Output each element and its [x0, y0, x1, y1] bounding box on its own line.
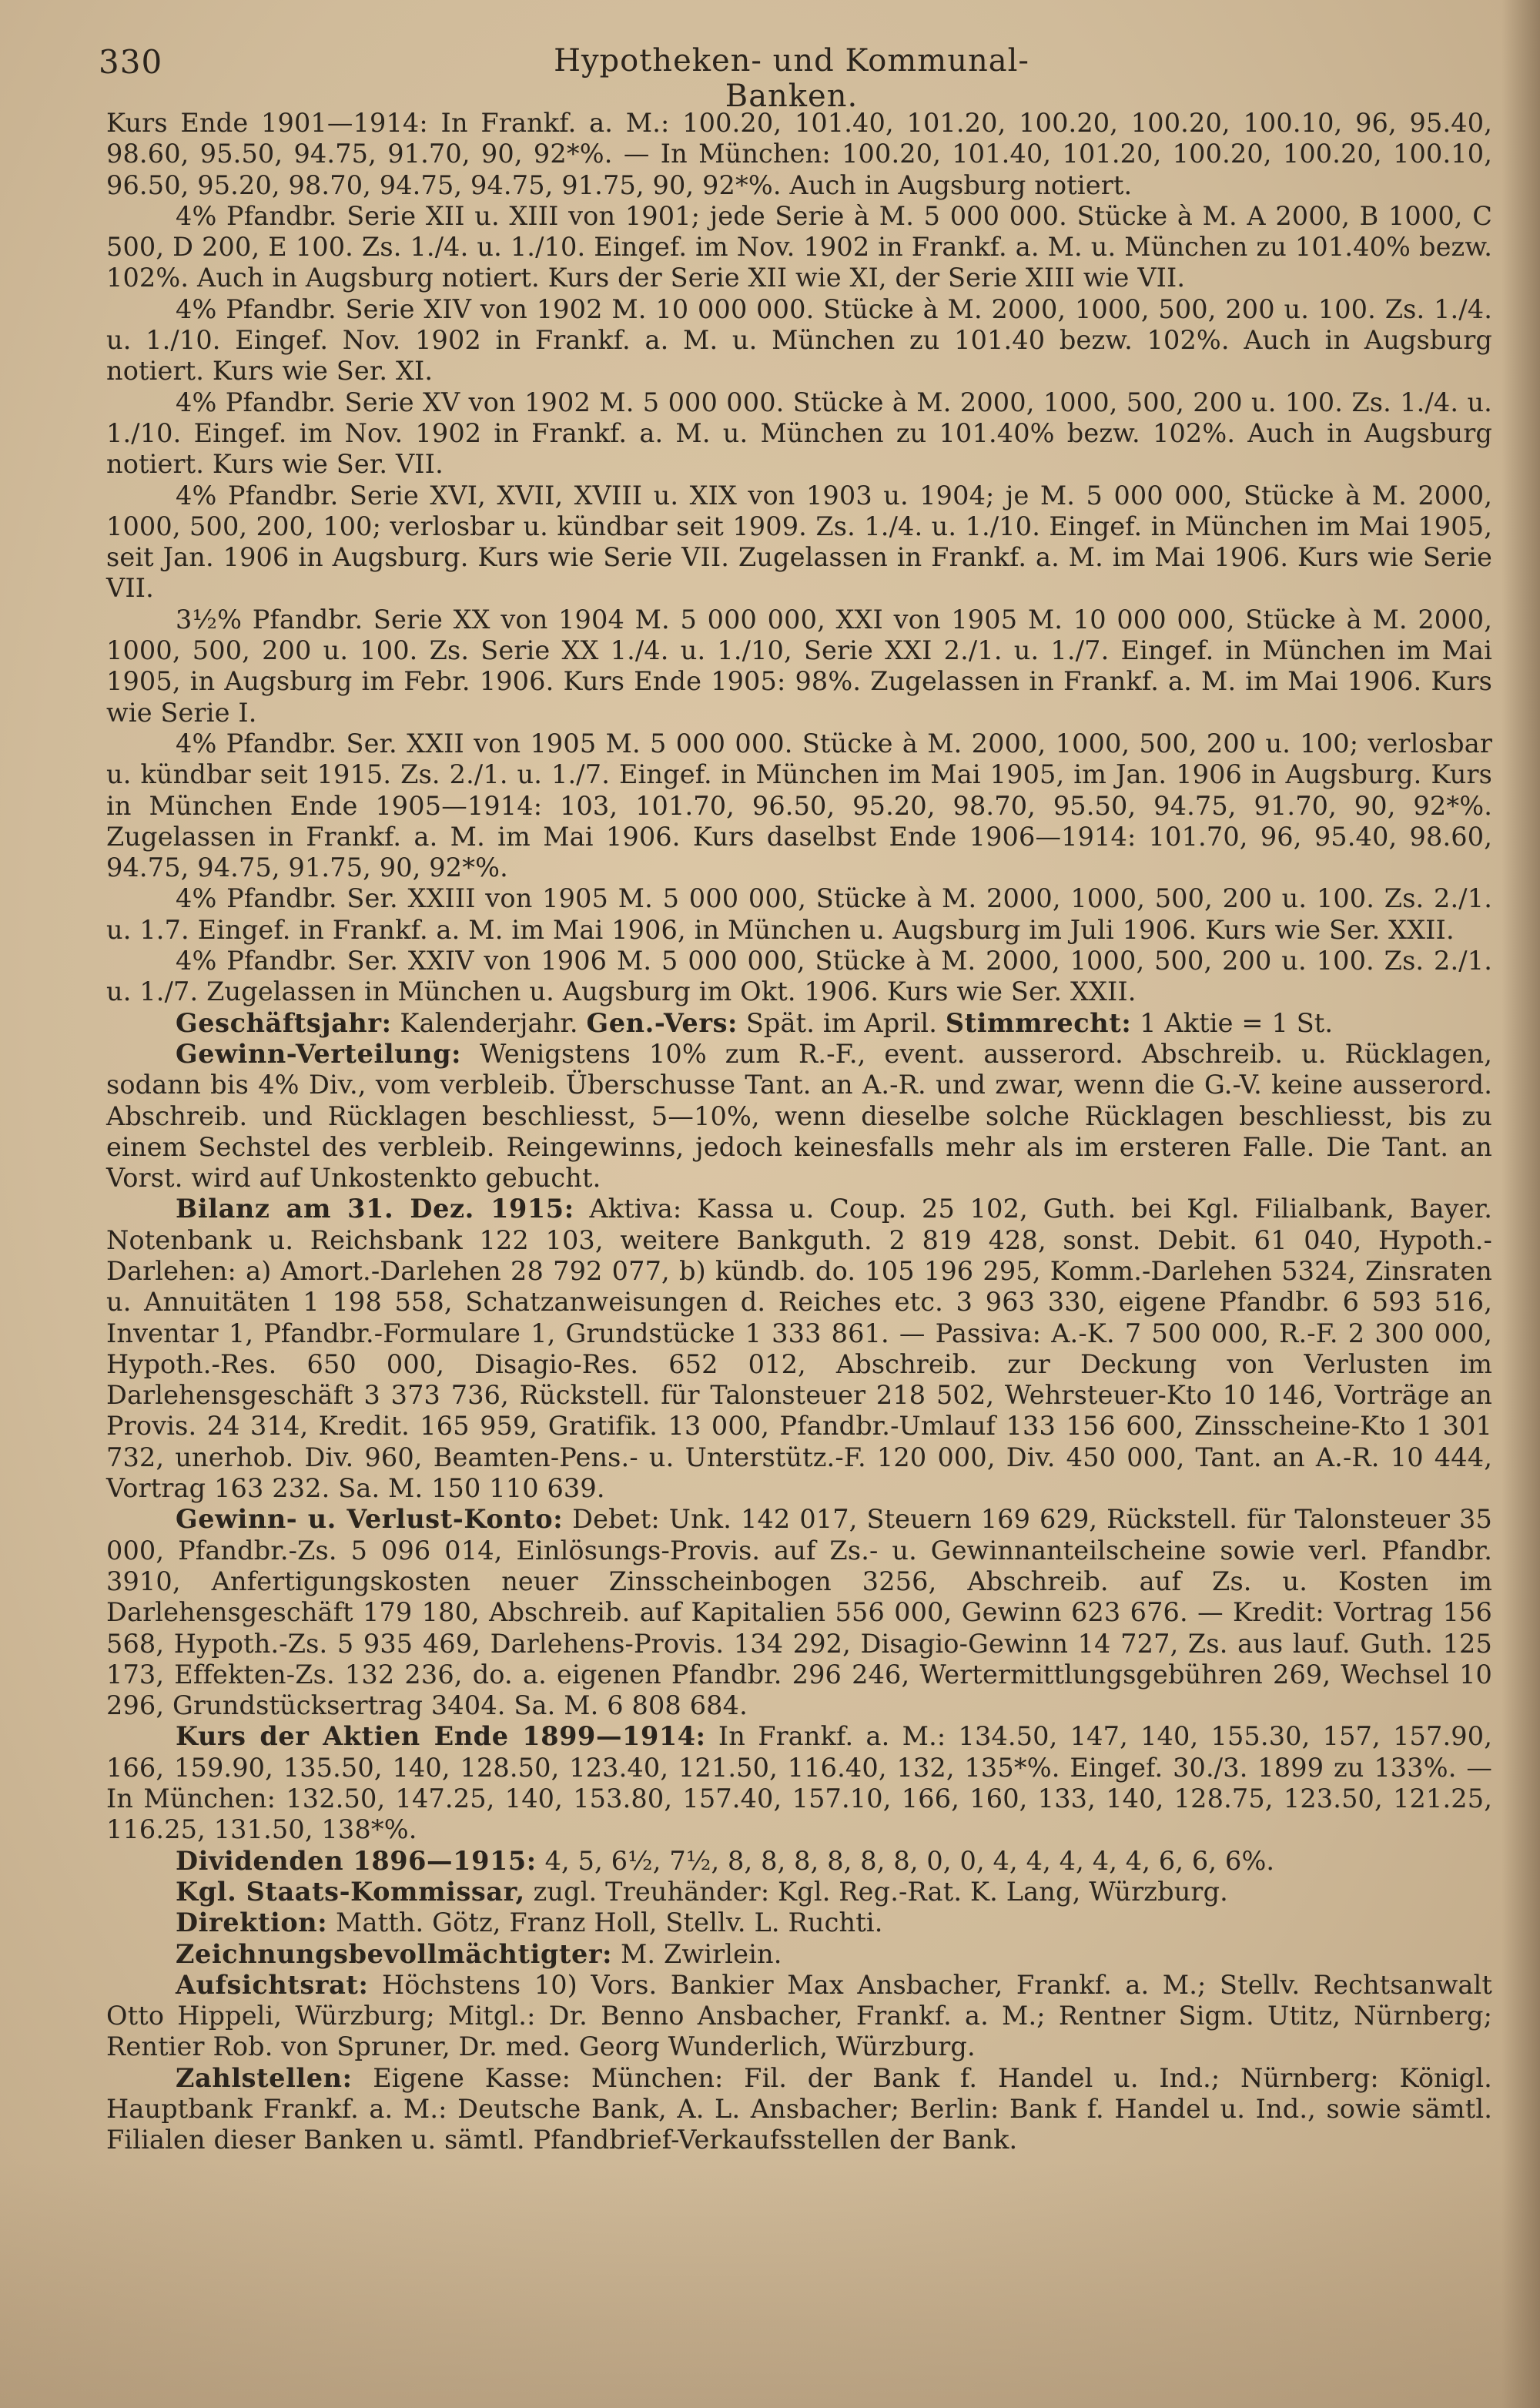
section-label: Dividenden 1896—1915: — [176, 1845, 537, 1876]
page-edge-shadow — [1502, 0, 1540, 2408]
paragraph-text: In Frankf. a. M.: 134.50, 147, 140, 155.30, 157, 157.90, 166, 159.90, 135.50, 140, 128.50, 123.40, 121.50, 116.40, 132, 135*%. Eingef. 30./3. 1899 zu 133%. — In München: 132.50, 147.25, 140, 153.80, 157.40, 157.10, 166, 160, 133, 140, 128.75, 123.50, 121.25, 116.25, 131.50, 138*%. — [106, 1721, 1492, 1845]
section-label: Geschäftsjahr: — [176, 1007, 392, 1038]
paragraph-text: 4, 5, 6½, 7½, 8, 8, 8, 8, 8, 8, 0, 0, 4, 4, 4, 4, 4, 6, 6, 6%. — [544, 1845, 1275, 1876]
paragraph-kurs-aktien — [106, 1721, 1492, 1845]
paragraph-text: 4% Pfandbr. Ser. XXIV von 1906 M. 5 000 000, Stücke à M. 2000, 1000, 500, 200 u. 100. Zs. 2./1. u. 1./7. Zugelassen in München u. Augsburg im Okt. 1906. Kurs wie Ser. XXII. — [106, 946, 1492, 1007]
paragraph-staats-kommissar — [106, 1877, 1492, 1907]
page-content — [106, 108, 1492, 2156]
paragraph-text: 4% Pfandbr. Ser. XXII von 1905 M. 5 000 000. Stücke à M. 2000, 1000, 500, 200 u. 100; verlosbar u. kündbar seit 1915. Zs. 2./1. u. 1./7. Eingef. in München im Mai 1905, im Jan. 1906 in Augsburg. Kurs in München Ende 1905—1914: 103, 101.70, 96.50, 95.20, 98.70, 95.50, 94.75, 91.70, 90, 92*%. Zugelassen in Frankf. a. M. im Mai 1906. Kurs daselbst Ende 1906—1914: 101.70, 96, 95.40, 98.60, 94.75, 94.75, 91.75, 90, 92*%. — [106, 728, 1492, 883]
paragraph-zahlstellen — [106, 2063, 1492, 2156]
paragraph-serie-xxiii — [106, 883, 1492, 946]
section-label: Zahlstellen: — [176, 2062, 353, 2093]
section-label: Stimmrecht: — [945, 1007, 1132, 1038]
paragraph-text: 1 Aktie = 1 St. — [1140, 1007, 1334, 1038]
page-header — [99, 43, 1485, 114]
paragraph-direktion — [106, 1907, 1492, 1938]
paragraph-serie-xii-xiii — [106, 201, 1492, 294]
section-label: Kurs der Aktien Ende 1899—1914: — [176, 1721, 706, 1752]
paragraph-bilanz — [106, 1194, 1492, 1504]
page-bottom-shade — [0, 2162, 1540, 2408]
paragraph-serie-xiv — [106, 294, 1492, 387]
paragraph-text: Eigene Kasse: München: Fil. der Bank f. Handel u. Ind.; Nürnberg: Königl. Hauptbank Frankf. a. M.: Deutsche Bank, A. L. Ansbacher; Berlin: Bank f. Handel u. Ind., sowie sämtl. Filialen dieser Banken u. sämtl. Pfandbrief-Verkaufsstellen der Bank. — [106, 2062, 1492, 2155]
paragraph-text: 4% Pfandbr. Ser. XXIII von 1905 M. 5 000 000, Stücke à M. 2000, 1000, 500, 200 u. 100. Zs. 2./1. u. 1.7. Eingef. in Frankf. a. M. im Mai 1906, in München u. Augsburg im Juli 1906. Kurs wie Ser. XXII. — [106, 883, 1492, 945]
section-label: Kgl. Staats-Kommissar, — [176, 1876, 525, 1907]
paragraph-serie-xxiv — [106, 946, 1492, 1008]
paragraph-text: Wenigstens 10% zum R.-F., event. ausserord. Abschreib. u. Rücklagen, sodann bis 4% Div., vom verbleib. Überschusse Tant. an A.-R. und zwar, wenn die G.-V. keine ausserord. Abschreib. und Rücklagen beschliesst, 5—10%, wenn dieselbe solche Rücklagen beschliesst, bis zu einem Sechstel des verbleib. Reingewinns, jedoch keinesfalls mehr als im ersteren Falle. Die Tant. an Vorst. wird auf Unkostenkto gebucht. — [106, 1038, 1492, 1194]
section-label: Gewinn- u. Verlust-Konto: — [176, 1504, 564, 1535]
paragraph-geschaeftsjahr — [106, 1008, 1492, 1039]
paragraph-text: Aktiva: Kassa u. Coup. 25 102, Guth. bei Kgl. Filialbank, Bayer. Notenbank u. Reichsbank 122 103, weitere Bankguth. 2 819 428, sonst. Debit. 61 040, Hypoth.-Darlehen: a) Amort.-Darlehen 28 792 077, b) kündb. do. 105 196 295, Komm.-Darlehen 5324, Zinsraten u. Annuitäten 1 198 558, Schatzanweisungen d. Reiches etc. 3 963 330, eigene Pfandbr. 6 593 516, Inventar 1, Pfandbr.-Formulare 1, Grundstücke 1 333 861. — Passiva: A.-K. 7 500 000, R.-F. 2 300 000, Hypoth.-Res. 650 000, Disagio-Res. 652 012, Abschreib. zur Deckung von Verlusten im Darlehensgeschäft 3 373 736, Rückstell. für Talonsteuer 218 502, Wehrsteuer-Kto 10 146, Vorträge an Provis. 24 314, Kredit. 165 959, Gratifik. 13 000, Pfandbr.-Umlauf 133 156 600, Zinsscheine-Kto 1 301 732, unerhob. Div. 960, Beamten-Pens.- u. Unterstütz.-F. 120 000, Div. 450 000, Tant. an A.-R. 10 444, Vortrag 163 232. Sa. M. 150 110 639. — [106, 1194, 1492, 1504]
paragraph-text: M. Zwirlein. — [620, 1938, 782, 1969]
paragraph-gewinn-verteilung — [106, 1039, 1492, 1194]
section-label: Gewinn-Verteilung: — [176, 1038, 462, 1069]
paragraph-text: 4% Pfandbr. Serie XV von 1902 M. 5 000 000. Stücke à M. 2000, 1000, 500, 200 u. 100. Zs. 1./4. u. 1./10. Eingef. im Nov. 1902 in Frankf. a. M. u. München zu 101.40% bezw. 102%. Auch in Augsburg notiert. Kurs wie Ser. VII. — [106, 387, 1492, 480]
section-label: Bilanz am 31. Dez. 1915: — [176, 1194, 574, 1224]
section-label: Zeichnungsbevollmächtigter: — [176, 1938, 613, 1969]
section-label: Gen.-Vers: — [586, 1007, 738, 1038]
paragraph-text: zugl. Treuhänder: Kgl. Reg.-Rat. K. Lang, Würzburg. — [533, 1876, 1228, 1907]
paragraph-text: 4% Pfandbr. Serie XIV von 1902 M. 10 000 000. Stücke à M. 2000, 1000, 500, 200 u. 100. Zs. 1./4. u. 1./10. Eingef. Nov. 1902 in Frankf. a. M. u. München zu 101.40 bezw. 102%. Auch in Augsburg notiert. Kurs wie Ser. XI. — [106, 293, 1492, 387]
paragraph-dividenden — [106, 1846, 1492, 1877]
page-number: 330 — [99, 43, 163, 81]
running-title: Hypotheken- und Kommunal-Banken. — [554, 43, 1029, 114]
section-label: Aufsichtsrat: — [176, 1969, 369, 2000]
paragraph-text: Kurs Ende 1901—1914: In Frankf. a. M.: 100.20, 101.40, 101.20, 100.20, 100.20, 100.10, 96, 95.40, 98.60, 95.50, 94.75, 91.70, 90, 92*%. — In München: 100.20, 101.40, 101.20, 100.20, 100.20, 100.10, 96.50, 95.20, 98.70, 94.75, 94.75, 91.75, 90, 92*%. Auch in Augsburg notiert. — [106, 108, 1492, 200]
paragraph-text: Höchstens 10) Vors. Bankier Max Ansbacher, Frankf. a. M.; Stellv. Rechtsanwalt Otto Hippeli, Würzburg; Mitgl.: Dr. Benno Ansbacher, Frankf. a. M.; Rentner Sigm. Utitz, Nürnberg; Rentier Rob. von Spruner, Dr. med. Georg Wunderlich, Würzburg. — [106, 1969, 1492, 2062]
paragraph-aufsichtsrat — [106, 1970, 1492, 2063]
paragraph-gewinn-verlust — [106, 1504, 1492, 1721]
paragraph-serie-xx-xxi — [106, 605, 1492, 728]
paragraph-serie-xxii — [106, 728, 1492, 883]
paragraph-text: 4% Pfandbr. Serie XII u. XIII von 1901; jede Serie à M. 5 000 000. Stücke à M. A 2000, B 1000, C 500, D 200, E 100. Zs. 1./4. u. 1./10. Eingef. im Nov. 1902 in Frankf. a. M. u. München zu 101.40% bezw. 102%. Auch in Augsburg notiert. Kurs der Serie XII wie XI, der Serie XIII wie VII. — [106, 200, 1492, 293]
paragraph-text: Kalenderjahr. — [400, 1007, 578, 1038]
paragraph-kurs-ende — [106, 108, 1492, 201]
paragraph-serie-xvi-xix — [106, 481, 1492, 605]
paragraph-text: Debet: Unk. 142 017, Steuern 169 629, Rückstell. für Talonsteuer 35 000, Pfandbr.-Zs. 5 096 014, Einlösungs-Provis. auf Zs.- u. Gewinnanteilscheine sowie verl. Pfandbr. 3910, Anfertigungskosten neuer Zinsscheinbogen 3256, Abschreib. auf Zs. u. Kosten im Darlehensgeschäft 179 180, Abschreib. auf Kapitalien 556 000, Gewinn 623 676. — Kredit: Vortrag 156 568, Hypoth.-Zs. 5 935 469, Darlehens-Provis. 134 292, Disagio-Gewinn 14 727, Zs. aus lauf. Guth. 125 173, Effekten-Zs. 132 236, do. a. eigenen Pfandbr. 296 246, Wertermittlungsgebühren 269, Wechsel 10 296, Grundstücksertrag 3404. Sa. M. 6 808 684. — [106, 1504, 1492, 1721]
paragraph-text: Spät. im April. — [745, 1007, 938, 1038]
paragraph-text: 3½% Pfandbr. Serie XX von 1904 M. 5 000 000, XXI von 1905 M. 10 000 000, Stücke à M. 2000, 1000, 500, 200 u. 100. Zs. Serie XX 1./4. u. 1./10, Serie XXI 2./1. u. 1./7. Eingef. in München im Mai 1905, in Augsburg im Febr. 1906. Kurs Ende 1905: 98%. Zugelassen in Frankf. a. M. im Mai 1906. Kurs wie Serie I. — [106, 604, 1492, 728]
paragraph-text: Matth. Götz, Franz Holl, Stellv. L. Ruchti. — [336, 1907, 883, 1938]
paragraph-zeichnungsbevollmaechtigter — [106, 1939, 1492, 1970]
paragraph-serie-xv — [106, 387, 1492, 481]
section-label: Direktion: — [176, 1907, 328, 1938]
paragraph-text: 4% Pfandbr. Serie XVI, XVII, XVIII u. XIX von 1903 u. 1904; je M. 5 000 000, Stücke à M. 2000, 1000, 500, 200, 100; verlosbar u. kündbar seit 1909. Zs. 1./4. u. 1./10. Eingef. in München im Mai 1905, seit Jan. 1906 in Augsburg. Kurs wie Serie VII. Zugelassen in Frankf. a. M. im Mai 1906. Kurs wie Serie VII. — [106, 480, 1492, 604]
